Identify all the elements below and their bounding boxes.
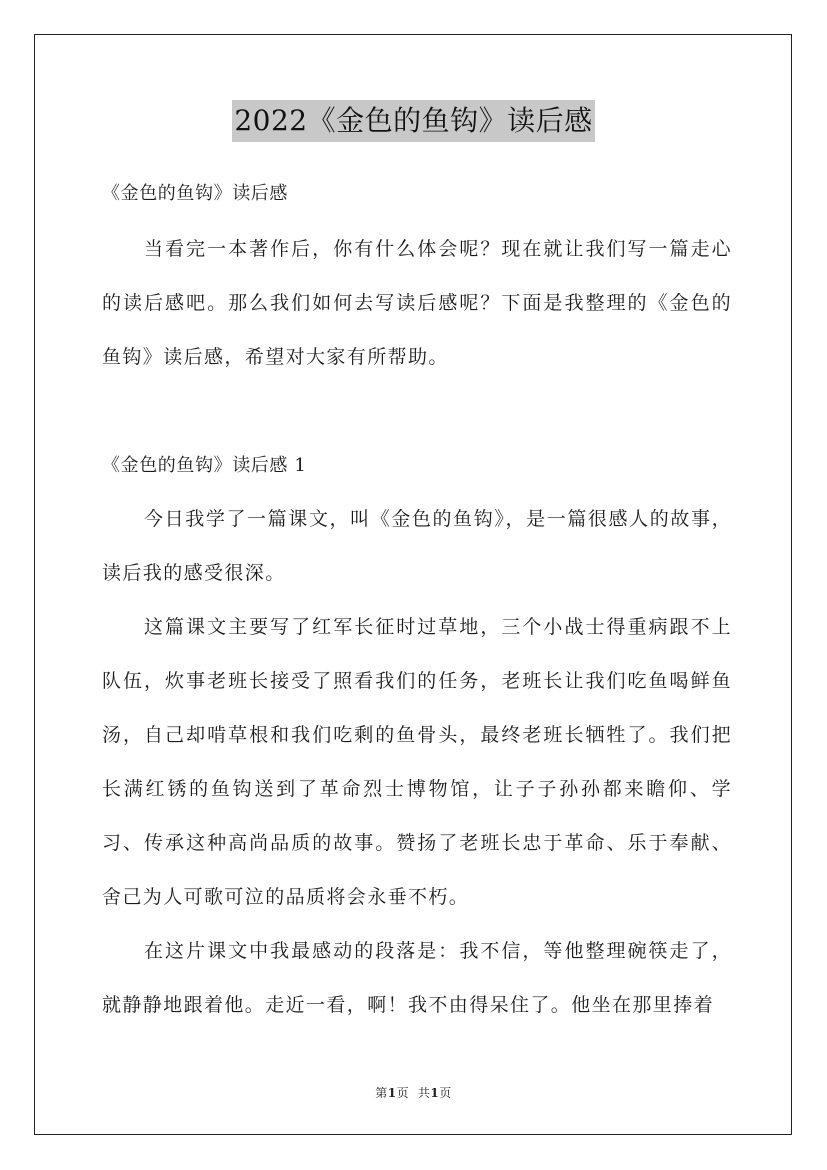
footer-page-suffix: 页 — [396, 1086, 410, 1100]
body-block — [102, 492, 732, 1032]
footer-page-number: 1 — [387, 1086, 397, 1100]
intro-paragraph: 当看完一本著作后，你有什么体会呢？现在就让我们写一篇走心的读后感吧。那么我们如何去写读后感呢？下面是我整理的《金色的鱼钩》读后感，希望对大家有所帮助。 — [102, 238, 732, 368]
subtitle: 《金色的鱼钩》读后感 — [102, 183, 288, 204]
body-paragraph: 在这片课文中我最感动的段落是：我不信，等他整理碗筷走了，就静静地跟着他。走近一看，啊！我不由得呆住了。他坐在那里捧着 — [102, 940, 732, 1016]
body-paragraph: 今日我学了一篇课文，叫《金色的鱼钩》，是一篇很感人的故事，读后我的感受很深。 — [102, 508, 732, 584]
footer-total-suffix: 页 — [439, 1086, 452, 1100]
footer-total-prefix: 共 — [417, 1086, 431, 1100]
footer-page-prefix: 第 — [375, 1086, 388, 1100]
footer-total-number: 1 — [430, 1086, 440, 1100]
document-title: 2022《金色的鱼钩》读后感 — [232, 100, 594, 142]
body-paragraph: 这篇课文主要写了红军长征时过草地，三个小战士得重病跟不上队伍，炊事老班长接受了照看我们的任务，老班长让我们吃鱼喝鲜鱼汤，自己却啃草根和我们吃剩的鱼骨头，最终老班长牺牲了。我们把长满红锈的鱼钩送到了革命烈士博物馆，让子子孙孙都来瞻仰、学习、传承这种高尚品质的故事。赞扬了老班长忠于革命、乐于奉献、舍己为人可歌可泣的品质将会永垂不朽。 — [102, 616, 732, 908]
intro-block — [102, 222, 732, 384]
title-container — [0, 100, 827, 142]
section-heading: 《金色的鱼钩》读后感 1 — [102, 455, 307, 476]
page-footer — [0, 1084, 827, 1101]
